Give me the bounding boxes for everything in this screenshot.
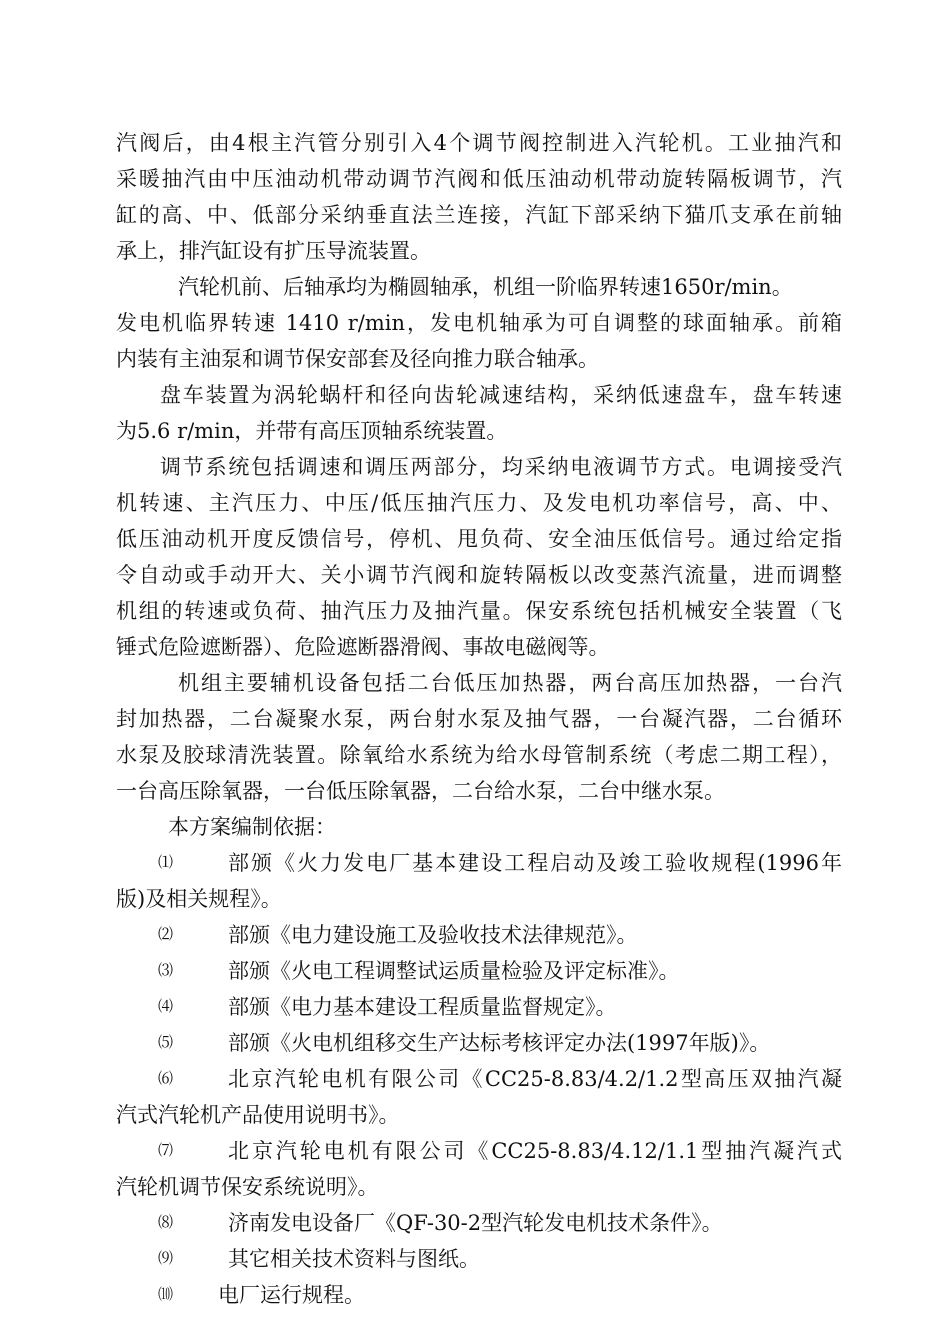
reference-text: 部颁《火力发电厂基本建设工程启动及竣工验收规程(1996年 — [228, 851, 842, 875]
reference-text: 部颁《电力基本建设工程质量监督规定》。 — [228, 995, 617, 1019]
text-line: 盘车装置为涡轮蜗杆和径向齿轮减速结构，采纳低速盘车，盘车转速 — [160, 383, 842, 407]
reference-number: ⑻ — [158, 1215, 174, 1231]
reference-text-continued: 汽式汽轮机产品使用说明书》。 — [116, 1103, 400, 1127]
text-line: 为5.6 r/min，并带有高压顶轴系统装置。 — [116, 419, 508, 443]
text-line: 承上，排汽缸设有扩压导流装置。 — [116, 239, 431, 263]
text-line: 锤式危险遮断器）、危险遮断器滑阀、事故电磁阀等。 — [116, 635, 610, 659]
text-line: 封加热器，二台凝聚水泵，两台射水泵及抽气器，一台凝汽器，二台循环 — [116, 707, 842, 731]
reference-number: ⑺ — [158, 1143, 174, 1159]
reference-number: ⑸ — [158, 1035, 174, 1051]
text-line: 机转速、主汽压力、中压/低压抽汽压力、及发电机功率信号，高、中、 — [116, 491, 842, 515]
reference-text-continued: 汽轮机调节保安系统说明》。 — [116, 1175, 379, 1199]
text-line: 内装有主油泵和调节保安部套及径向推力联合轴承。 — [116, 347, 599, 371]
reference-number: ⑹ — [158, 1071, 174, 1087]
reference-text: 其它相关技术资料与图纸。 — [228, 1247, 480, 1271]
reference-number: ⑶ — [158, 963, 174, 979]
text-line: 低压油动机开度反馈信号，停机、甩负荷、安全油压低信号。通过给定指 — [116, 527, 842, 551]
reference-number: ⑵ — [158, 927, 174, 943]
text-line: 汽阀后，由4根主汽管分别引入4个调节阀控制进入汽轮机。工业抽汽和 — [116, 131, 842, 155]
reference-text-continued: 版)及相关规程》。 — [116, 887, 282, 911]
reference-text: 部颁《火电工程调整试运质量检验及评定标准》。 — [228, 959, 680, 983]
reference-number: ⑼ — [158, 1251, 174, 1267]
reference-text: 北京汽轮电机有限公司《CC25-8.83/4.2/1.2型高压双抽汽凝 — [228, 1067, 842, 1091]
text-line: 水泵及胶球清洗装置。除氧给水系统为给水母管制系统（考虑二期工程）， — [116, 743, 842, 767]
text-line: 缸的高、中、低部分采纳垂直法兰连接，汽缸下部采纳下猫爪支承在前轴 — [116, 203, 842, 227]
reference-text: 电厂运行规程。 — [218, 1283, 365, 1307]
text-line: 机组主要辅机设备包括二台低压加热器，两台高压加热器，一台汽 — [178, 671, 842, 695]
text-line: 一台高压除氧器，一台低压除氧器，二台给水泵，二台中继水泵。 — [116, 779, 725, 803]
text-line: 采暖抽汽由中压油动机带动调节汽阀和低压油动机带动旋转隔板调节，汽 — [116, 167, 842, 191]
text-line: 调节系统包括调速和调压两部分，均采纳电液调节方式。电调接受汽 — [160, 455, 842, 479]
basis-heading: 本方案编制依据： — [168, 815, 336, 839]
text-line: 汽轮机前、后轴承均为椭圆轴承，机组一阶临界转速1650r/min。 — [178, 275, 793, 299]
reference-number: ⑴ — [158, 855, 174, 871]
reference-number: ⑽ — [158, 1287, 174, 1303]
text-line: 令自动或手动开大、关小调节汽阀和旋转隔板以改变蒸汽流量，进而调整 — [116, 563, 842, 587]
reference-text: 部颁《火电机组移交生产达标考核评定办法(1997年版)》。 — [228, 1031, 771, 1055]
reference-text: 济南发电设备厂《QF-30-2型汽轮发电机技术条件》。 — [228, 1211, 723, 1235]
reference-number: ⑷ — [158, 999, 174, 1015]
text-line: 机组的转速或负荷、抽汽压力及抽汽量。保安系统包括机械安全装置（飞 — [116, 599, 842, 623]
reference-text: 部颁《电力建设施工及验收技术法律规范》。 — [228, 923, 638, 947]
reference-text: 北京汽轮电机有限公司《CC25-8.83/4.12/1.1型抽汽凝汽式 — [228, 1139, 842, 1163]
text-line: 发电机临界转速 1410 r/min，发电机轴承为可自调整的球面轴承。前箱 — [116, 311, 842, 335]
